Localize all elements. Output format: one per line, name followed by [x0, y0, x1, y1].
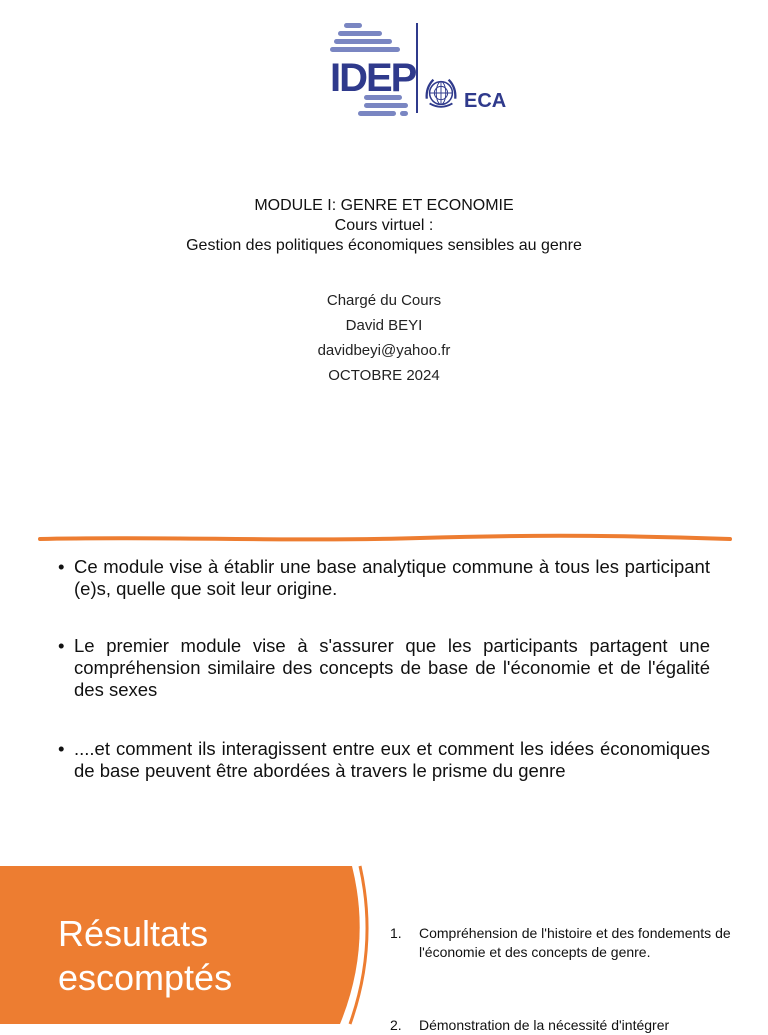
list-text: Compréhension de l'histoire et des fondements de l'économie et des concepts de genre. — [419, 925, 731, 960]
idep-eca-logo — [330, 20, 510, 120]
course-date: OCTOBRE 2024 — [328, 367, 440, 384]
instructor-info — [0, 288, 768, 388]
instructor-role: Chargé du Cours — [326, 292, 442, 309]
un-emblem-icon — [422, 74, 460, 112]
list-number: 2. — [390, 1017, 402, 1033]
idep-wordmark: IDEP — [330, 56, 416, 100]
orange-divider-line — [40, 530, 730, 546]
results-heading: Résultats escomptés — [58, 913, 233, 998]
module-title: MODULE I: GENRE ET ECONOMIE — [254, 197, 514, 214]
instructor-name: David BEYI — [345, 317, 423, 334]
course-subtitle: Gestion des politiques économiques sensibles au genre — [186, 237, 582, 254]
instructor-email: davidbeyi@yahoo.fr — [317, 342, 451, 359]
list-item — [390, 924, 739, 962]
list-item: • ....et comment ils interagissent entre eux et comment les idées économiques de base peuvent être abordées à travers le prisme du genre — [58, 738, 710, 782]
list-item: • Ce module vise à établir une base analytique commune à tous les participant (e)s, quelle que soit leur origine. — [58, 556, 710, 600]
list-text: Démonstration de la nécessité d'intégrer — [419, 1017, 670, 1033]
list-number: 1. — [390, 925, 402, 941]
course-title — [0, 196, 768, 256]
logo-divider — [416, 23, 418, 113]
course-type: Cours virtuel : — [334, 217, 434, 234]
list-item: • Le premier module vise à s'assurer que les participants partagent une compréhension similaire des concepts de base de l'économie et de l'égalité des sexes — [58, 635, 710, 701]
list-item — [390, 1016, 739, 1035]
results-slide — [0, 866, 768, 1033]
eca-wordmark: ECA — [464, 90, 507, 112]
